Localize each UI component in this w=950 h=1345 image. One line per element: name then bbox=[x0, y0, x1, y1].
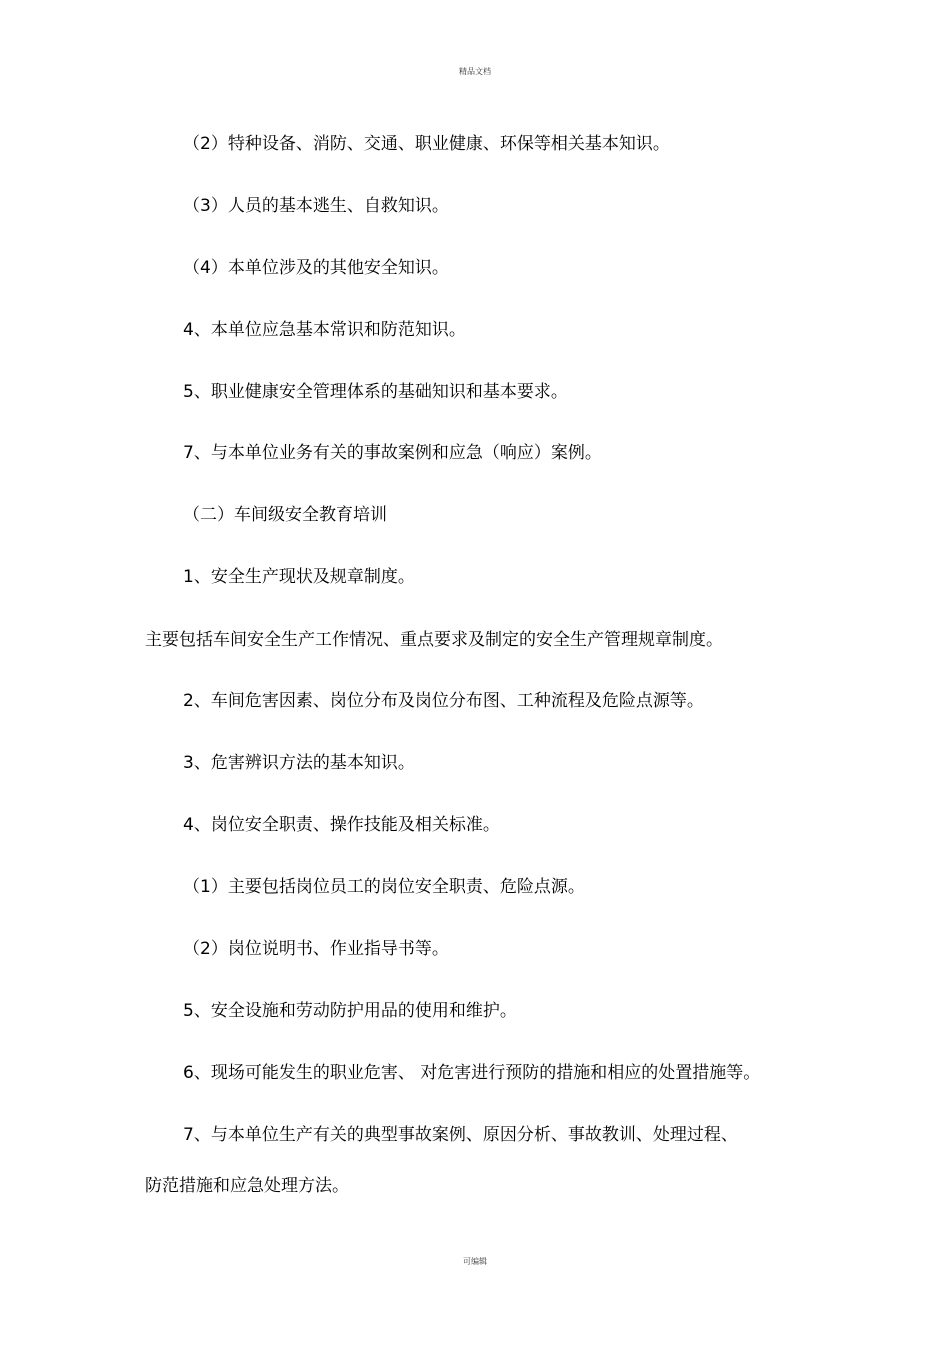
text-line-16: 6、现场可能发生的职业危害、 对危害进行预防的措施和相应的处置措施等。 bbox=[183, 1063, 761, 1083]
text-line-4: 4、本单位应急基本常识和防范知识。 bbox=[183, 320, 466, 340]
text-line-15: 5、安全设施和劳动防护用品的使用和维护。 bbox=[183, 1001, 517, 1021]
text-line-12: 4、岗位安全职责、操作技能及相关标准。 bbox=[183, 815, 500, 835]
text-line-1: （2）特种设备、消防、交通、职业健康、环保等相关基本知识。 bbox=[183, 134, 670, 154]
text-line-2: （3）人员的基本逃生、自救知识。 bbox=[183, 196, 449, 216]
page-header: 精品文档 bbox=[459, 67, 491, 76]
text-line-3: （4）本单位涉及的其他安全知识。 bbox=[183, 258, 449, 278]
text-line-18: 防范措施和应急处理方法。 bbox=[145, 1176, 349, 1196]
text-line-14: （2）岗位说明书、作业指导书等。 bbox=[183, 939, 449, 959]
section-heading: （二）车间级安全教育培训 bbox=[183, 505, 387, 525]
text-line-9: 主要包括车间安全生产工作情况、重点要求及制定的安全生产管理规章制度。 bbox=[145, 630, 723, 650]
text-line-10: 2、车间危害因素、岗位分布及岗位分布图、工种流程及危险点源等。 bbox=[183, 691, 704, 711]
text-line-13: （1）主要包括岗位员工的岗位安全职责、危险点源。 bbox=[183, 877, 585, 897]
text-line-5: 5、职业健康安全管理体系的基础知识和基本要求。 bbox=[183, 382, 568, 402]
text-line-11: 3、危害辨识方法的基本知识。 bbox=[183, 753, 415, 773]
text-line-6: 7、与本单位业务有关的事故案例和应急（响应）案例。 bbox=[183, 443, 602, 463]
text-line-17: 7、与本单位生产有关的典型事故案例、原因分析、事故教训、处理过程、 bbox=[183, 1125, 738, 1145]
page-footer: 可编辑 bbox=[463, 1257, 487, 1266]
text-line-8: 1、安全生产现状及规章制度。 bbox=[183, 567, 415, 587]
